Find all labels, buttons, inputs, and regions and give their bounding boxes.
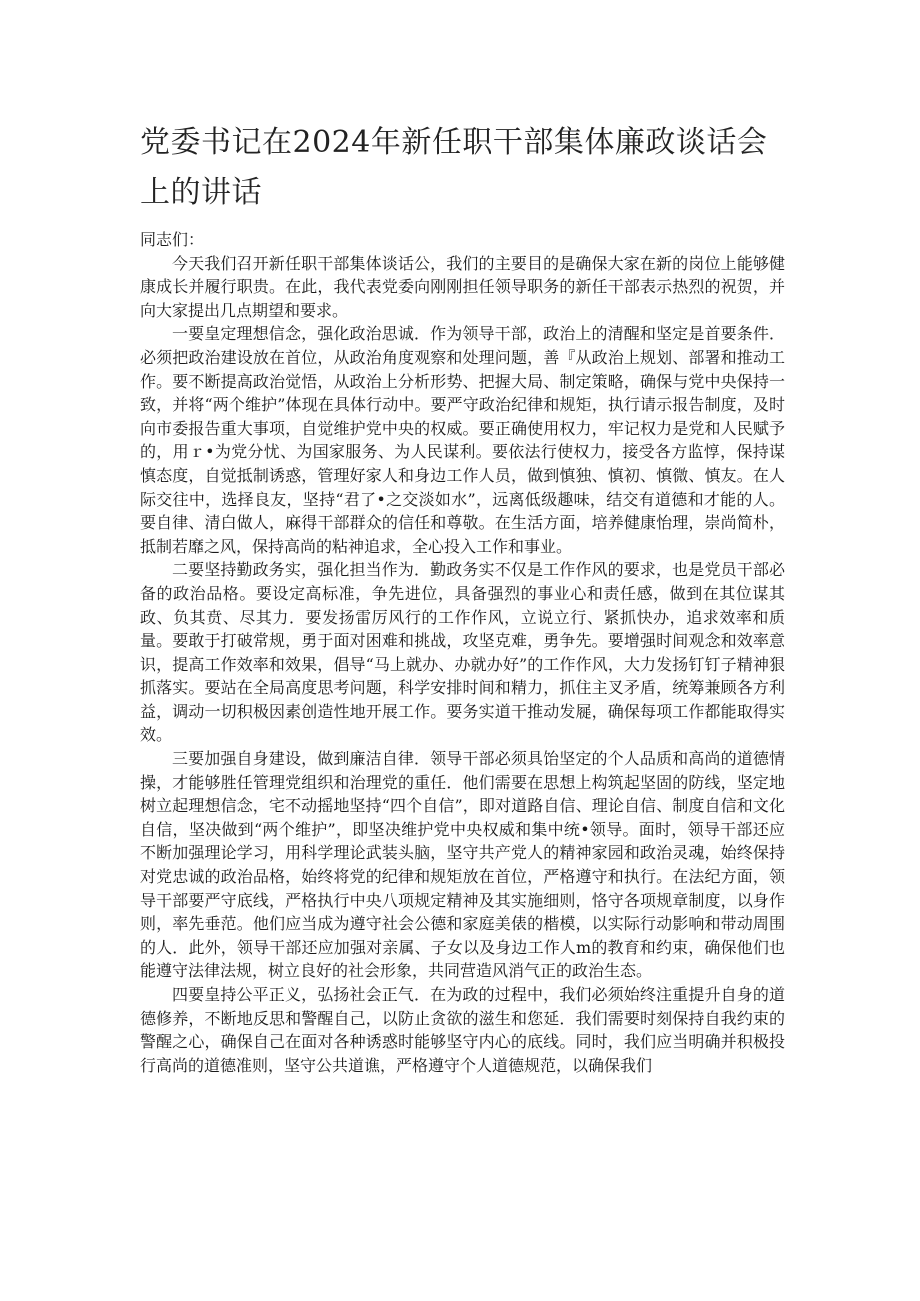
document-page bbox=[140, 118, 785, 1077]
paragraph-point-3: 三要加强自身建设，做到廉洁自律．领导干部必须具饴坚定的个人品质和高尚的道德情操，才能够胜任管理党组织和治理党的重任．他们需要在思想上构筑起坚固的防线，坚定地树立起理想信念，宅不动摇地坚持“四个自信”，即对道路自信、理论自信、制度自信和文化自信，坚决做到“两个维护”，即坚决维护党中央权威和集中统•领导。面时，领导干部还应不断加强理论学习，用科学理论武装头脑，坚守共产党人的精神家园和政治灵魂，始终保持对党忠诚的政治品格，始终将党的纪律和规矩放在首位，严格遵守和执行。在法纪方面，领导干部要严守底线，严格执行中央八项规定精神及其实施细则，恪守各项规章制度，以身作则，率先垂范。他们应当成为遵守社会公德和家庭美俵的楷模，以实际行动影响和带动周围的人．此外，领导干部还应加强对亲属、子女以及身边工作人m的教育和约束，确保他们也能遵守法律法规，树立良好的社会形象，共同营造风消气正的政治生态。 bbox=[140, 749, 785, 981]
paragraph-point-1: 一要皇定理想信念，强化政治思诚．作为领导干部，政治上的清醒和坚定是首要条件．必须把政治建设放在首位，从政治角度观察和处理问题，善『从政治上规划、部署和推动工作。要不断提高政治觉悟，从政治上分析形势、把握大局、制定策略，确保与党中央保持一致，并将“两个维护”体现在具体行动中。要严守政治纪律和规矩，执行请示报告制度，及时向市委报告重大事项，自觉维护党中央的权威。要正确使用权力，牢记权力是党和人民赋予的，用ｒ•为党分忧、为国家服务、为人民谋利。要依法行使权力，接受各方监惇，保持谋慎态度，自觉抵制诱惑，管理好家人和身边工作人员，做到慎独、慎初、慎微、慎友。在人际交往中，选择良友，坚持“君了•之交淡如水”，远离低级趣味，结交有道德和才能的人。要自律、清白做人，麻得干部群众的信任和尊敬。在生活方面，培养健康怡理，崇尚简朴，抵制若靡之风，保持高尚的粘神追求，全心投入工作和事业。 bbox=[140, 324, 785, 556]
salutation: 同志们： bbox=[140, 230, 205, 249]
document-title: 党委书记在2024年新任职干部集体廉政谈话会上的讲话 bbox=[140, 125, 768, 210]
paragraph-intro: 今天我们召开新任职干部集体谈话公，我们的主要目的是确保大家在新的岗位上能够健康成长并履行职贵。在此，我代表党委向刚刚担任领导职务的新任干部表示热烈的祝贺，并向大家提出几点期望和要求。 bbox=[140, 253, 785, 320]
paragraph-point-2: 二要坚持勤政务实，强化担当作为．勤政务实不仅是工作作风的要求，也是党员干部必备的政治品格。要设定高标准，争先进位，具备强烈的事业心和责任感，做到在其位谋其政、负其贲、尽其力．要发扬雷厉风行的工作作风，立说立行、紧抓快办，追求效率和质量。要敢于打破常规，勇于面对困难和挑战，攻坚克难，勇争先。要增强时间观念和效率意识，提高工作效率和效果，倡导“马上就办、办就办好”的工作作风，大力发扬钉钉子精神狠抓落实。要站在全局高度思考问题，科学安排时间和精力，抓住主叉矛盾，统筹兼顾各方利益，调动一切积极因素创造性地开展工作。要务实道干推动发屣，确保每项工作都能取得实效。 bbox=[140, 560, 785, 745]
paragraph-point-4: 四要皇持公平正义，弘扬社会正气．在为政的过程中，我们必须始终注重提升自身的道德修养，不断地反思和警醒自己，以防止贪欲的滋生和您延．我们需要时刻保持自我约束的警醒之心，确保自己在面对各种诱惑时能够坚守内心的底线。同时，我们应当明确并积极投行高尚的道德准则，坚守公共道谯，严格遵守个人道德规范，以确保我们 bbox=[140, 985, 785, 1075]
